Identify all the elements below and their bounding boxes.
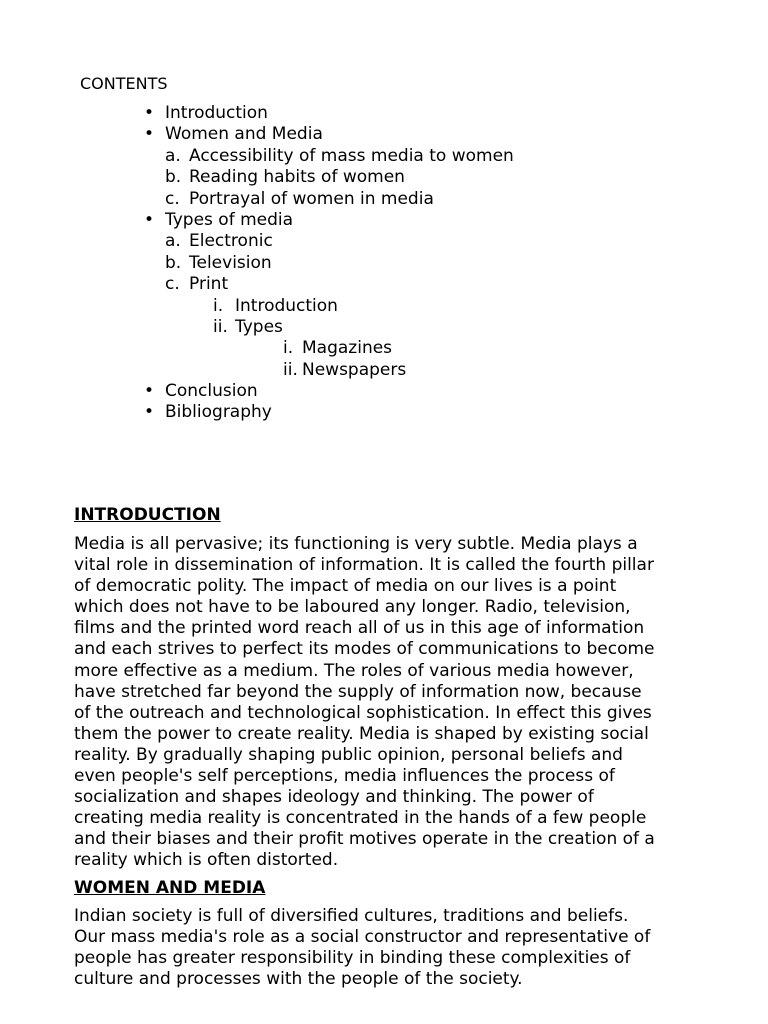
toc-item [0,317,768,338]
toc-item-label: Electronic [189,231,273,252]
toc-item [0,189,768,210]
toc-item [0,402,768,423]
paragraph-line: films and the printed word reach all of us in this age of information [74,618,645,639]
toc-item [0,253,768,274]
paragraph-line: of the outreach and technological sophistication. In effect this gives [74,702,652,723]
list-marker: a. [165,145,181,166]
bullet-marker: • [144,209,155,230]
toc-item-label: Accessibility of mass media to women [189,145,514,166]
paragraph-line: which does not have to be laboured any longer. Radio, television, [74,597,631,618]
toc-item-label: Television [189,252,272,273]
paragraph-line: and their biases and their profit motives operate in the creation of a [74,829,655,850]
women-and-media-heading: WOMEN AND MEDIA [74,878,266,898]
paragraph-line: have stretched far beyond the supply of information now, because [74,681,642,702]
list-marker: a. [165,231,181,252]
list-marker: i. [283,338,294,359]
women-and-media-paragraph [74,906,704,990]
toc-item-label: Reading habits of women [189,167,405,188]
introduction-heading: INTRODUCTION [74,505,221,525]
paragraph-line: socialization and shapes ideology and thinking. The power of [74,787,594,808]
toc-item [0,146,768,167]
toc-item [0,338,768,359]
list-marker: b. [165,252,182,273]
toc-item-label: Bibliography [165,402,272,423]
bullet-marker: • [144,103,155,123]
list-marker: i. [213,295,224,316]
toc-item-label: Print [189,274,229,295]
toc-item-label: Types of media [165,209,294,230]
toc-item-label: Conclusion [165,381,258,402]
list-marker: c. [165,274,180,295]
contents-title: CONTENTS [80,74,168,93]
toc-item-label: Portrayal of women in media [189,188,434,209]
toc-item [0,360,768,381]
list-marker: ii. [283,359,298,380]
table-of-contents [0,103,768,424]
bullet-marker: • [144,124,155,145]
toc-item [0,103,768,124]
paragraph-line: vital role in dissemination of information. It is called the fourth pillar [74,555,654,576]
list-marker: b. [165,167,182,188]
toc-item [0,231,768,252]
paragraph-line: more effective as a medium. The roles of various media however, [74,660,634,681]
toc-item-label: Newspapers [302,359,407,380]
toc-item-label: Introduction [235,295,338,316]
paragraph-line: Indian society is full of diversified cultures, traditions and beliefs. [74,906,629,926]
paragraph-line: and each strives to perfect its modes of communications to become [74,639,655,660]
paragraph-line: even people's self perceptions, media influences the process of [74,766,615,787]
toc-item [0,124,768,145]
list-marker: ii. [213,316,228,337]
list-marker: c. [165,188,180,209]
paragraph-line: reality which is often distorted. [74,850,339,871]
paragraph-line: people has greater responsibility in binding these complexities of [74,948,631,969]
toc-item [0,210,768,231]
paragraph-line: of democratic polity. The impact of media on our lives is a point [74,576,617,597]
toc-item-label: Types [235,316,283,337]
toc-item-label: Magazines [302,338,393,359]
introduction-paragraph [74,534,704,872]
paragraph-line: culture and processes with the people of the society. [74,969,523,990]
toc-item [0,381,768,402]
toc-item-label: Introduction [165,103,268,123]
paragraph-line: reality. By gradually shaping public opinion, personal beliefs and [74,744,623,765]
paragraph-line: them the power to create reality. Media is shaped by existing social [74,723,649,744]
bullet-marker: • [144,381,155,402]
toc-item-label: Women and Media [165,124,323,145]
bullet-marker: • [144,402,155,423]
toc-item [0,167,768,188]
paragraph-line: Media is all pervasive; its functioning is very subtle. Media plays a [74,534,638,554]
toc-item [0,296,768,317]
paragraph-line: Our mass media's role as a social constructor and representative of [74,927,651,948]
toc-item [0,274,768,295]
paragraph-line: creating media reality is concentrated in the hands of a few people [74,808,647,829]
